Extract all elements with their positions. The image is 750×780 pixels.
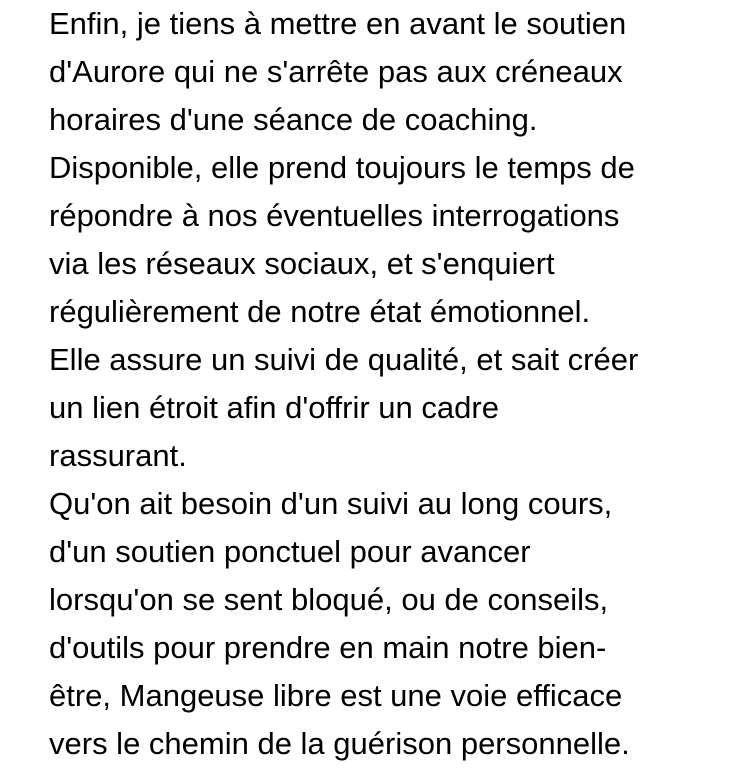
text-line: un lien étroit afin d'offrir un cadre (49, 390, 499, 425)
text-line: vers le chemin de la guérison personnelle. (49, 726, 630, 761)
text-line: horaires d'une séance de coaching. (49, 102, 538, 137)
text-line: d'Aurore qui ne s'arrête pas aux créneaux (49, 54, 623, 89)
text-line: Disponible, elle prend toujours le temps de (49, 150, 635, 185)
text-line: d'un soutien ponctuel pour avancer (49, 534, 531, 569)
text-line: régulièrement de notre état émotionnel. (49, 294, 591, 329)
text-line: Qu'on ait besoin d'un suivi au long cours, (49, 486, 613, 521)
text-line: d'outils pour prendre en main notre bien- (49, 630, 607, 665)
text-line: Enfin, je tiens à mettre en avant le soutien (49, 6, 627, 41)
testimonial-text (49, 0, 739, 768)
text-line: répondre à nos éventuelles interrogations (49, 198, 620, 233)
text-line: lorsqu'on se sent bloqué, ou de conseils, (49, 582, 609, 617)
text-line: rassurant. (49, 438, 187, 473)
text-line: être, Mangeuse libre est une voie efficace (49, 678, 623, 713)
text-line: via les réseaux sociaux, et s'enquiert (49, 246, 555, 281)
text-line: Elle assure un suivi de qualité, et sait créer (49, 342, 639, 377)
